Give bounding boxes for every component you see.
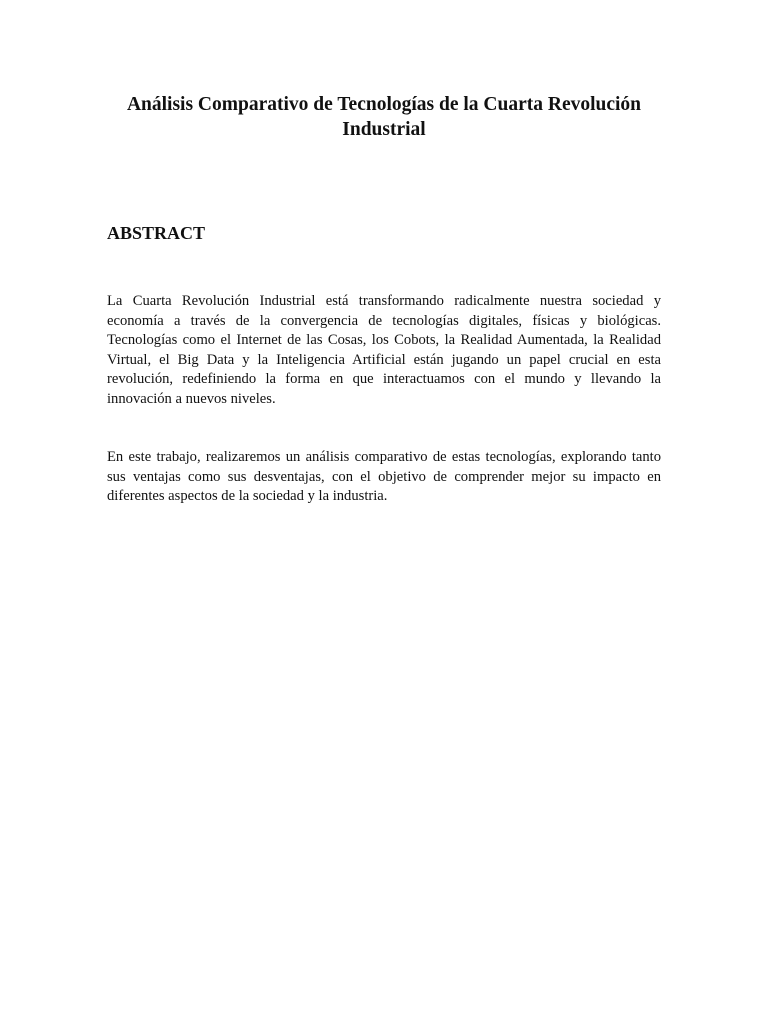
- abstract-paragraph-2: En este trabajo, realizaremos un análisis comparativo de estas tecnologías, explorando tanto sus ventajas como sus desventajas, con el objetivo de comprender mejor su impacto en diferentes aspectos de la sociedad y la industria.: [107, 449, 661, 505]
- abstract-paragraph-1: La Cuarta Revolución Industrial está transformando radicalmente nuestra sociedad y economía a través de la convergencia de tecnologías digitales, físicas y biológicas. Tecnologías como el Internet de las Cosas, los Cobots, la Realidad Aumentada, la Realidad Virtual, el Big Data y la Inteligencia Artificial están jugando un papel crucial en esta revolución, redefiniendo la forma en que interactuamos con el mundo y llevando la innovación a nuevos niveles.: [107, 293, 661, 407]
- abstract-heading: ABSTRACT: [107, 223, 206, 243]
- document-title: Análisis Comparativo de Tecnologías de la Cuarta Revolución Industrial: [126, 94, 642, 140]
